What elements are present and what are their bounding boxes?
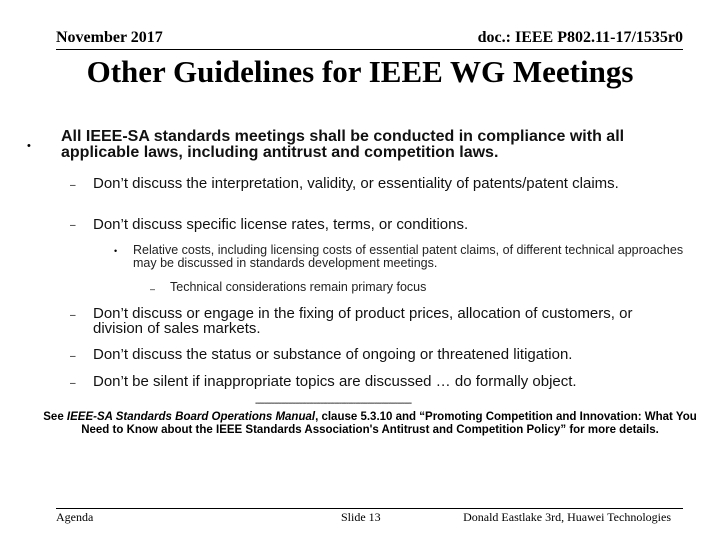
reference-note [36, 411, 704, 437]
bullet-marker: – [70, 378, 76, 389]
sub-sub-bullet-text: Technical considerations remain primary focus [170, 280, 427, 294]
list-item: Don’t discuss specific license rates, terms, or conditions. [93, 216, 469, 233]
footer-left: Agenda [56, 510, 94, 524]
footer-author: Donald Eastlake 3rd, Huawei Technologies [463, 510, 671, 524]
header-date: November 2017 [56, 29, 163, 46]
bullet-marker: • [114, 246, 118, 256]
bullet-marker: – [70, 180, 76, 191]
reference-rest: , clause 5.3.10 and “Promoting Competition and Innovation: What You Need to Know about the IEEE Standards Association's Antitrust and Competition Policy” for more details. [81, 411, 697, 436]
slide-number: Slide 13 [341, 510, 381, 524]
list-item: Don’t discuss the status or substance of ongoing or threatened litigation. [93, 346, 573, 363]
header-rule [56, 49, 683, 50]
list-item: Don’t discuss the interpretation, validity, or essentiality of patents/patent claims. [93, 175, 619, 192]
bullet-marker: – [70, 220, 76, 231]
manual-title: IEEE-SA Standards Board Operations Manual [66, 411, 316, 423]
list-item: Don’t discuss or engage in the fixing of product prices, allocation of customers, or division of sales markets. [93, 305, 633, 337]
list-item: Don’t be silent if inappropriate topics are discussed … do formally object. [93, 373, 577, 390]
slide-title: Other Guidelines for IEEE WG Meetings [86, 54, 634, 89]
footer-rule [56, 508, 683, 509]
bullet-marker: – [70, 310, 76, 321]
sub-bullet-text: Relative costs, including licensing costs of essential patent claims, of different technical approaches may be discussed in standards development meetings. [133, 243, 684, 270]
separator-line: ------------------------------------------------------------------- [255, 398, 412, 409]
reference-prefix: See [43, 411, 67, 423]
bullet-marker: • [27, 140, 31, 152]
bullet-marker: – [70, 351, 76, 362]
bullet-marker: – [150, 284, 156, 294]
main-bullet-text: All IEEE-SA standards meetings shall be conducted in compliance with all applicable laws, including antitrust and competition laws. [61, 128, 625, 161]
document-id: doc.: IEEE P802.11-17/1535r0 [477, 29, 683, 46]
